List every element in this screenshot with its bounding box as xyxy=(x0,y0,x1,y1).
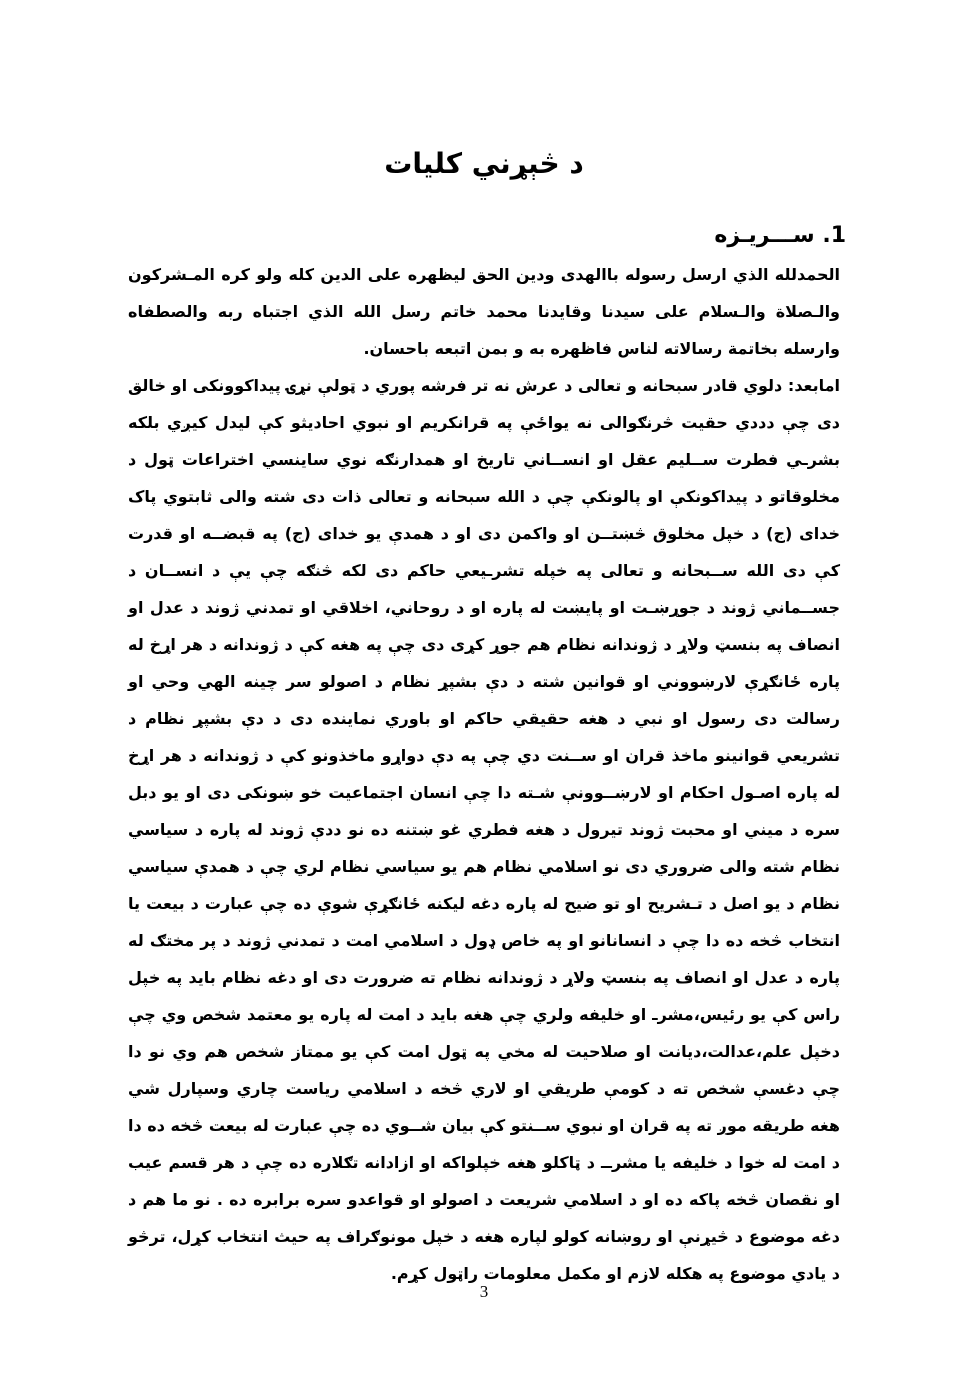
page-title: د څېړني کليات xyxy=(384,147,584,180)
section-heading: 1. ســـريـزه xyxy=(714,223,846,248)
page-number: 3 xyxy=(479,1282,489,1301)
paragraph-main: امابعد: دلوي قادر سبحانه و تعالى د عرش نه تر فرشه پوري د ټولې نړۍ پيداکوونکى او خالق دى چې دددي حقيت څرنګوالى نه يواځې په قرانکريم او نبوي احاديثو کې ليدل کيږي بلکه بشرـي فطرت ســليم عقل او انســاني تاريخ او همدارنګه نوي ساينسي اختراعات ټول د مخلوقاتو د پيداکونکې او پالونکې چې د الله سبحانه و تعالى ذات دى شته والى ثابتوي پاک خداى (ج) د خپل مخلوق څښتــن او واکمن دى او د همدې يو خداى (ج) په قبضــه او قدرت کې دى الله ســبحانه و تعالى په خپله تشرـيعي حاکم دى لکه څنګه چې يې د انســان د جســماني ژوند د جوړښـت او پايښت له پاره او د روحاني، اخلاقي او تمدني ژوند د عدل او انصاف په بنسټ ولاړ د ژوندانه نظام هم جوړ کړى دى چې په هغه کې د ژوندانه د هر اړخ له پاره ځانګړې لارښووني او قوانين شته د دې بشپړ نظام د اصولو سر چينه الهي وحي او رسالت دى رسول او نبي د هغه حقيقي حاکم او باوري نماينده دى د دې بشپړ نظام د تشريعي قوانينو ماخذ قران او ســنت دي چې په دې دواړو ماخذونو کې د ژوندانه د هر اړخ له پاره اصـول احکام او لارښــوونې شـته دا چې انسان اجتماعيت خو ښونکى دى او يو دبل سره د ميني او محبت ژوند تيرول د هغه فطري غو ښتنه ده نو ددې ژوند له پاره د سياسي نظام شته والى ضروري دى نو اسلامي نظام هم يو سياسي نظام لري چې د همدې سياسي نظام د يو اصل د تـشريح او تو ضيح له پاره دغه ليکنه ځانګړې شوې ده چې عبارت د بيعت يا انتخاب څخه ده دا چې د انسانانو او په خاص ډول د اسلامي امت د تمدني ژوند د پر مختګ له پاره د عدل او انصاف په بنسټ ولاړ د ژوندانه نظام ته ضرورت دى او دغه نظام بايد په خپل راس کې يو رئيس،مشرـ او خليفه ولري چې هغه بايد د امت له پاره يو معتمد شخص وي چې دخپل علم،عدالت،ديانت او صلاحيت له مخي په ټول امت کې يو ممتاز شخص هم وي نو دا چې دغسې شخص ته د کومې طريقي او لاري څخه د اسلامي رياست چاري وسپارل شي هغه طريقه موږ ته په قران او نبوي ســنتو کې بيان شــوي ده چې عبارت له بيعت څخه ده دا د امت له خوا د خليفه يا مشرــ د ټاکلو هغه خپلواکه او ازادانه تګلاره ده چې د هر قسم عيب او نقصان څخه پاکه ده او د اسلامي شريعت د اصولو او قواعدو سره برابره ده . نو ما هم د دغه موضوع د څيړنې او روښانه کولو لپاره هغه د خپل مونوګراف په حيث انتخاب کړل، ترڅو د يادي موضوع په هکله لازم او مکمل معلومات راټول کړم. xyxy=(127,376,840,1283)
paragraph-opening-prayer: الحمدلله الذي ارسل رسوله باالهدى ودين الحق ليظهره على الدين كله ولو كره المـشركون والـصلاة والـسلام على سيدنا وقايدنا محمد خاتم رسل الله الذي اجتباه ربه والصطفاه وارسله بخاتمة رسالاته لناس فاظهره به و بمن اتبعه باحسان. xyxy=(128,265,840,358)
body-text xyxy=(128,256,840,1292)
